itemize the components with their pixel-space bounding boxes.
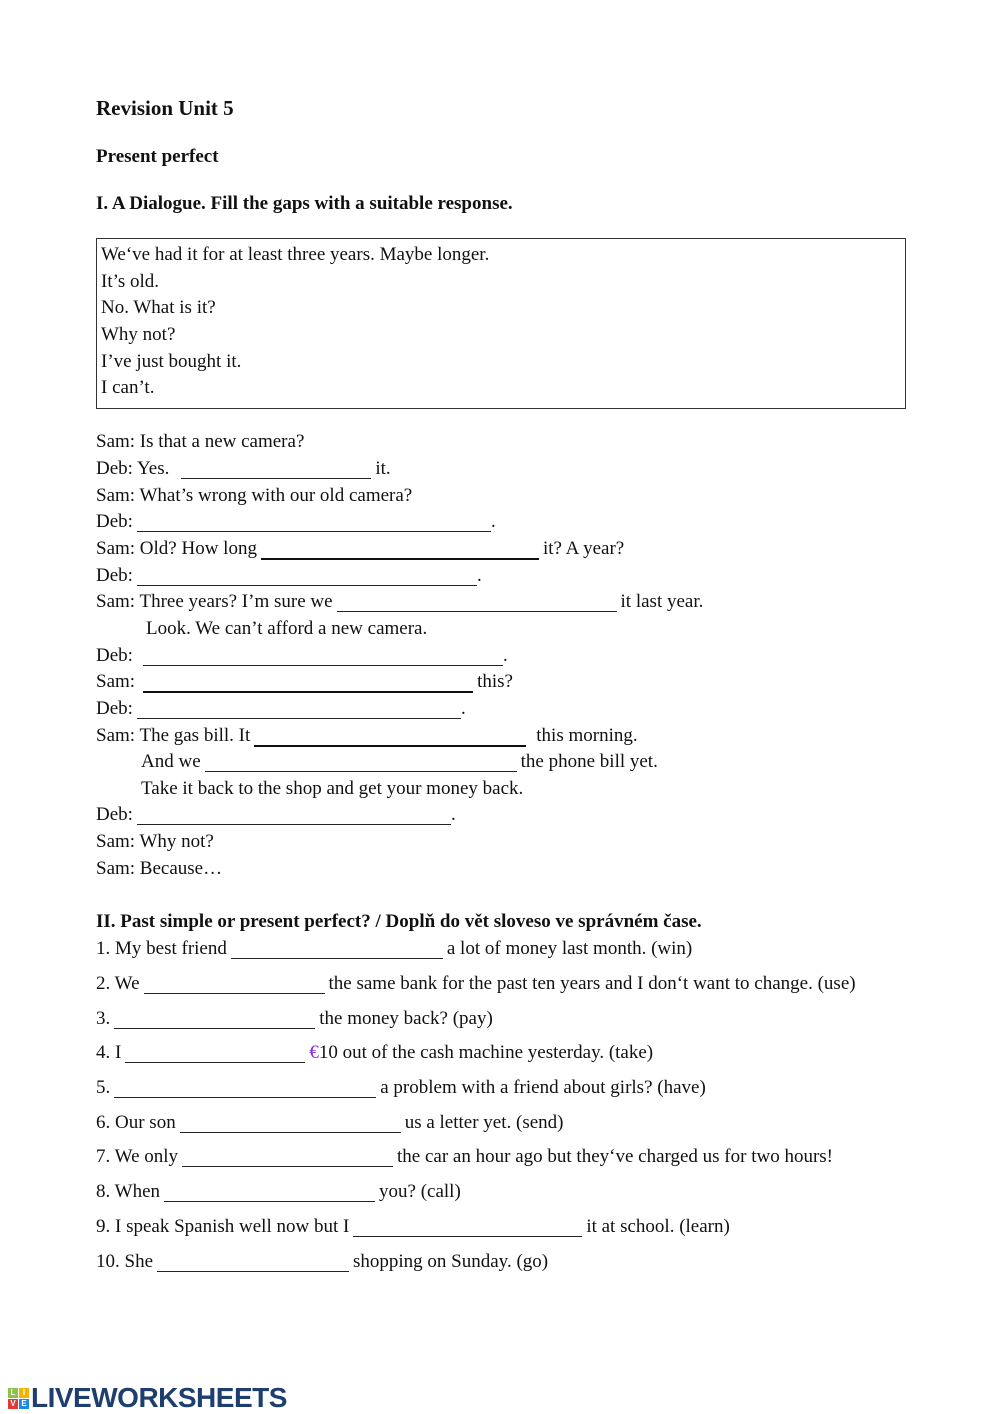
dialogue-text: .	[502, 645, 508, 666]
answer-blank[interactable]	[180, 1114, 401, 1133]
dialogue-line	[141, 751, 658, 773]
response-option: No. What is it?	[101, 297, 216, 318]
item-text: 6. Our son	[96, 1112, 176, 1133]
dialogue-line	[96, 431, 304, 453]
exercise-item	[96, 973, 856, 995]
item-text: the same bank for the past ten years and I don‘t want to change. (use)	[328, 973, 856, 994]
page-title: Revision Unit 5	[96, 96, 234, 120]
dialogue-line	[96, 538, 624, 560]
dialogue-text: And we	[141, 751, 201, 772]
dialogue-text: Sam:	[96, 671, 136, 692]
answer-blank[interactable]	[114, 1079, 376, 1098]
answer-blank[interactable]	[164, 1183, 375, 1202]
item-text: it at school. (learn)	[586, 1216, 730, 1237]
dialogue-text: Look. We can’t afford a new camera.	[146, 618, 428, 639]
response-option: It’s old.	[101, 271, 160, 292]
exercise-item	[96, 1146, 833, 1168]
dialogue-text: Sam: What’s wrong with our old camera?	[96, 485, 413, 506]
answer-blank[interactable]	[182, 1148, 393, 1167]
answer-blank[interactable]	[254, 727, 526, 747]
item-text: 10 out of the cash machine yesterday. (take)	[318, 1042, 654, 1063]
dialogue-text: Sam: Three years? I’m sure we	[96, 591, 333, 612]
dialogue-text: .	[460, 698, 466, 719]
liveworksheets-logo[interactable]	[8, 1382, 287, 1414]
item-text: 7. We only	[96, 1146, 179, 1167]
item-text: you? (call)	[379, 1181, 461, 1202]
item-text: a problem with a friend about girls? (have)	[380, 1077, 706, 1098]
dialogue-line	[96, 698, 466, 720]
item-text: the money back? (pay)	[319, 1008, 493, 1029]
dialogue-text: this?	[477, 671, 513, 692]
item-text: 3.	[96, 1008, 111, 1029]
item-text: 2. We	[96, 973, 140, 994]
response-option: I’ve just bought it.	[101, 351, 242, 372]
item-text: a lot of money last month. (win)	[446, 938, 693, 959]
exercise-item	[96, 1042, 653, 1064]
answer-blank[interactable]	[231, 940, 443, 959]
dialogue-text: the phone bill yet.	[520, 751, 658, 772]
item-text: shopping on Sunday. (go)	[353, 1251, 549, 1272]
dialogue-text: it? A year?	[542, 538, 625, 559]
item-text: 10. She	[96, 1251, 153, 1272]
answer-blank[interactable]	[143, 647, 503, 666]
item-text: the car an hour ago but they‘ve charged us for two hours!	[397, 1146, 834, 1167]
logo-tile: I	[19, 1388, 29, 1398]
section-1-heading: I. A Dialogue. Fill the gaps with a suitable response.	[96, 193, 513, 214]
answer-blank[interactable]	[137, 513, 491, 532]
dialogue-text: Deb:	[96, 645, 133, 666]
answer-blank[interactable]	[337, 593, 617, 612]
dialogue-text: it last year.	[620, 591, 704, 612]
subtitle: Present perfect	[96, 146, 219, 167]
item-text: 8. When	[96, 1181, 161, 1202]
dialogue-text: Deb:	[96, 698, 133, 719]
dialogue-text: it.	[375, 458, 391, 479]
answer-blank[interactable]	[137, 806, 451, 825]
item-text: 9. I speak Spanish well now but I	[96, 1216, 350, 1237]
response-options-box	[96, 238, 906, 409]
dialogue-text: Deb:	[96, 804, 133, 825]
answer-blank[interactable]	[261, 540, 539, 560]
euro-sign: €	[309, 1042, 319, 1063]
item-text: 5.	[96, 1077, 111, 1098]
item-text: 1. My best friend	[96, 938, 227, 959]
logo-tile: E	[19, 1399, 29, 1409]
dialogue-line	[96, 511, 496, 533]
answer-blank[interactable]	[143, 673, 473, 693]
dialogue-line	[96, 591, 703, 613]
dialogue-line	[96, 485, 412, 507]
dialogue-text: Deb:	[96, 511, 133, 532]
answer-blank[interactable]	[125, 1044, 305, 1063]
logo-tiles-icon	[8, 1388, 29, 1409]
dialogue-line	[96, 804, 456, 826]
dialogue-text: Sam: Is that a new camera?	[96, 431, 305, 452]
section-2-heading: II. Past simple or present perfect? / Doplň do vět sloveso ve správném čase.	[96, 911, 702, 932]
exercise-item	[96, 1112, 564, 1134]
dialogue-text: .	[476, 565, 482, 586]
dialogue-text: this morning.	[536, 725, 638, 746]
exercise-item	[96, 1216, 730, 1238]
dialogue-text: .	[450, 804, 456, 825]
logo-tile: L	[8, 1388, 18, 1398]
response-option: I can’t.	[101, 377, 155, 398]
answer-blank[interactable]	[205, 753, 517, 772]
answer-blank[interactable]	[114, 1010, 315, 1029]
response-option: Why not?	[101, 324, 176, 345]
dialogue-line	[141, 778, 523, 800]
answer-blank[interactable]	[157, 1253, 349, 1272]
exercise-item	[96, 1181, 461, 1203]
dialogue-line	[146, 618, 427, 640]
answer-blank[interactable]	[353, 1218, 582, 1237]
answer-blank[interactable]	[144, 975, 325, 994]
exercise-item	[96, 1077, 706, 1099]
logo-text: LIVEWORKSHEETS	[31, 1382, 287, 1413]
exercise-item	[96, 1251, 548, 1273]
dialogue-text: Take it back to the shop and get your money back.	[141, 778, 524, 799]
dialogue-text: Sam: Why not?	[96, 831, 214, 852]
dialogue-text: Sam: Because…	[96, 858, 223, 879]
exercise-item	[96, 938, 692, 960]
dialogue-text: Deb: Yes.	[96, 458, 170, 479]
dialogue-text: .	[490, 511, 496, 532]
dialogue-line	[96, 645, 508, 667]
item-text: us a letter yet. (send)	[404, 1112, 564, 1133]
exercise-item	[96, 1008, 493, 1030]
response-option: We‘ve had it for at least three years. Maybe longer.	[101, 244, 490, 265]
dialogue-line	[96, 671, 513, 693]
dialogue-line	[96, 458, 391, 480]
answer-blank[interactable]	[137, 567, 477, 586]
dialogue-text: Deb:	[96, 565, 133, 586]
dialogue-line	[96, 565, 482, 587]
logo-tile: V	[8, 1399, 18, 1409]
dialogue-line	[96, 858, 222, 880]
dialogue-line	[96, 831, 214, 853]
answer-blank[interactable]	[137, 700, 461, 719]
dialogue-text: Sam: Old? How long	[96, 538, 257, 559]
item-text: 4. I	[96, 1042, 122, 1063]
dialogue-line	[96, 725, 638, 747]
answer-blank[interactable]	[181, 460, 371, 479]
dialogue-text: Sam: The gas bill. It	[96, 725, 251, 746]
